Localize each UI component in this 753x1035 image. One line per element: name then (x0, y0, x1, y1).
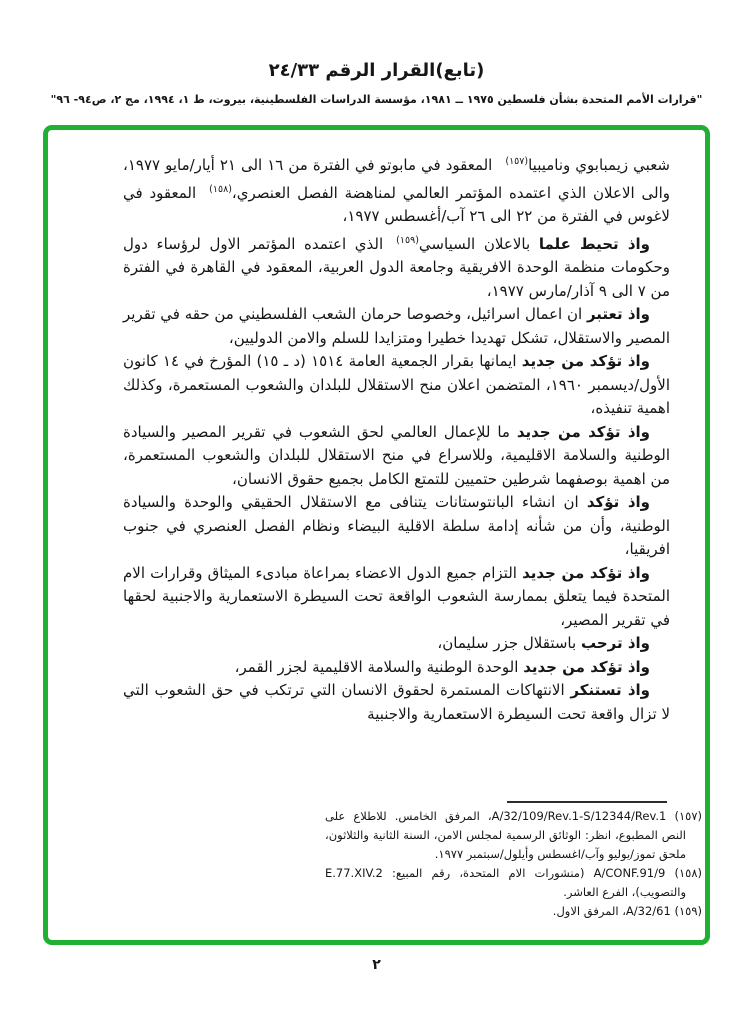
paragraph (123, 150, 670, 229)
text-segment: شعبي زيمبابوي وناميبيا (528, 156, 670, 174)
text-segment: ايمانها بقرار الجمعية العامة ١٥١٤ (د ـ ١٥) المؤرخ في ١٤ كانون الأول/ديسمبر ١٩٦٠، المتضمن اعلان منح الاستقلال للبلدان والشعوب المستعمرة، وكذلك اهمية تنفيذه، (123, 352, 670, 417)
paragraph (123, 679, 670, 726)
text-segment: المعقود في لاغوس في الفترة من ٢٢ الى ٢٦ آب/أغسطس ١٩٧٧، (123, 183, 670, 225)
paragraph (123, 491, 670, 562)
text-segment: الذي اعتمده المؤتمر الاول لرؤساء دول وحكومات منظمة الوحدة الافريقية وجامعة الدول العربية، المعقود في القاهرة في الفترة من ٧ الى ٩ آذار/مارس ١٩٧٧، (123, 234, 670, 300)
footnote-item: (١٥٨) A/CONF.91/9 (منشورات الام المتحدة، رقم المبيع: E.77.XIV.2 والتصويب)، الفرع العاشر. (325, 866, 702, 899)
body-paragraphs (123, 150, 670, 726)
footnote-ref-superscript: (١٥٩) (396, 234, 419, 246)
text-segment: ان اعمال اسرائيل، وخصوصا حرمان الشعب الفلسطيني من حقه في تقرير المصير والاستقلال، تشكل تهديدا خطيرا ومتزايدا للسلم والامن الدوليين، (123, 305, 670, 347)
text-segment: الانتهاكات المستمرة لحقوق الانسان التي ترتكب في حق الشعوب التي لا تزال واقعة تحت السيطرة الاستعمارية والاجنبية (123, 681, 670, 723)
page-title: (تابع)القرار الرقم ٢٤/٣٣ (268, 60, 485, 81)
bold-lead-in: واذ تعتبر (586, 305, 651, 323)
bold-lead-in: واذ تؤكد من جديد (521, 352, 651, 370)
paragraph (123, 303, 670, 350)
page-number: ٢ (372, 957, 381, 973)
paragraph (123, 229, 670, 304)
bold-lead-in: واذ تستنكر (570, 681, 650, 699)
text-segment: بالاعلان السياسي (418, 234, 539, 253)
paragraph (123, 350, 670, 421)
bold-lead-in: واذ تحيط علما (538, 234, 651, 253)
text-segment: التزام جميع الدول الاعضاء بمراعاة مبادىء الميثاق وقرارات الام المتحدة فيما يتعلق بممارسة الشعوب الواقعة تحت السيطرة الاستعمارية والاجنبية لحقها في تقرير المصير، (123, 563, 670, 629)
bold-lead-in: واذ تؤكد (586, 493, 651, 511)
footnote-separator (507, 801, 667, 803)
source-citation: "قرارات الأمم المتحدة بشأن فلسطين ١٩٧٥ ــ ١٩٨١، مؤسسة الدراسات الفلسطينية، بيروت، ط ١، ١٩٩٤، مج ٢، ص٩٤- ٩٦" (50, 93, 703, 106)
text-segment: ان انشاء البانتوستانات يتنافى مع الاستقلال الحقيقي والوحدة والسيادة الوطنية، وأن من شأنه إدامة سلطة الاقلية البيضاء ونظام الفصل العنصري في جنوب افريقيا، (123, 493, 670, 558)
paragraph (123, 421, 670, 492)
bold-lead-in: واذ تؤكد من جديد (522, 563, 651, 582)
text-segment: باستقلال جزر سليمان، (437, 634, 581, 652)
footnote-list (325, 807, 702, 921)
text-segment: المعقود في مابوتو في الفترة من ١٦ الى ٢١ أيار/مايو ١٩٧٧، والى الاعلان الذي اعتمده المؤتمر العالمي لمناهضة الفصل العنصري، (123, 156, 670, 202)
bold-lead-in: واذ تؤكد من جديد (523, 657, 650, 676)
paragraph (123, 562, 670, 633)
paragraph (123, 656, 670, 680)
text-segment: الوحدة الوطنية والسلامة الاقليمية لجزر القمر، (234, 657, 524, 676)
footnote-item: (١٥٧) A/32/109/Rev.1-S/12344/Rev.1، المرفق الخامس. للاطلاع على النص المطبوع، انظر: الوثائق الرسمية لمجلس الامن، السنة الثانية والثلاثون، ملحق تموز/يوليو وآب/اغسطس وأيلول/سبتمبر ١٩٧٧. (325, 809, 702, 861)
footnote-ref-superscript: (١٥٨) (209, 183, 232, 195)
footnote-item: (١٥٩) A/32/61، المرفق الاول. (552, 904, 702, 918)
paragraph (123, 632, 670, 656)
footnote-ref-superscript: (١٥٧) (505, 156, 529, 167)
bold-lead-in: واذ تؤكد من جديد (516, 422, 651, 441)
bold-lead-in: واذ ترحب (580, 634, 650, 652)
text-segment: ما للإعمال العالمي لحق الشعوب في تقرير المصير والسيادة الوطنية والسلامة الاقليمية، وللاسراع في منح الاستقلال للبلدان والشعوب المستعمرة، من اهمية بوصفهما شرطين حتميين للتمتع الكامل بجميع حقوق الانسان، (123, 422, 670, 488)
